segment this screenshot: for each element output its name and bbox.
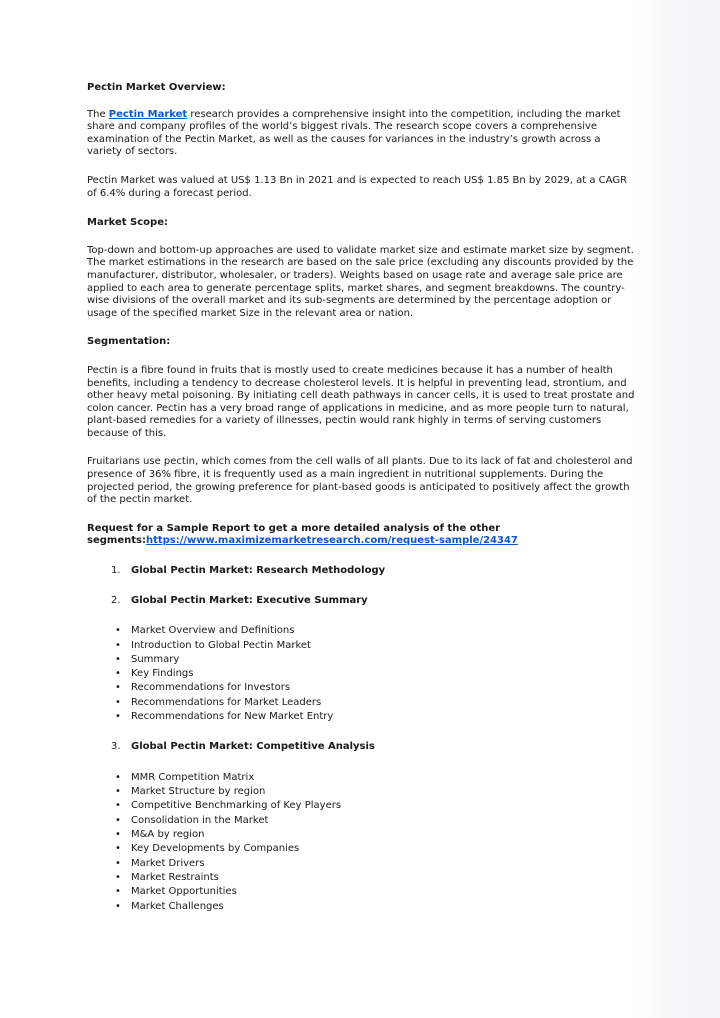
pectin-market-link[interactable]: Pectin Market bbox=[108, 108, 188, 120]
list-item bbox=[87, 828, 637, 842]
list-item bbox=[87, 785, 637, 799]
list-item bbox=[87, 639, 637, 653]
toc-item-1-title: Global Pectin Market: Research Methodology bbox=[131, 565, 386, 577]
overview-intro-paragraph bbox=[87, 109, 637, 159]
list-item-text: Recommendations for New Market Entry bbox=[131, 711, 334, 722]
list-item-text: Market Opportunities bbox=[131, 886, 237, 898]
bullet-icon: • bbox=[115, 682, 121, 694]
toc-item-1-number: 1. bbox=[111, 565, 121, 577]
sample-request-paragraph bbox=[87, 523, 637, 548]
valuation-paragraph: Pectin Market was valued at US$ 1.13 Bn in 2021 and is expected to reach US$ 1.85 Bn by 2029, at a CAGR of 6.4% during a forecast period. bbox=[87, 174, 628, 199]
segmentation-paragraph-2: Fruitarians use pectin, which comes from the cell walls of all plants. Due to its lack of fat and cholesterol and presence of 36% fibre, it is frequently used as a main ingredient in nutritional supplements. During the projected period, the growing preference for plant-based goods is anticipated to positively affect the growth of the pectin market. bbox=[87, 456, 633, 506]
list-item bbox=[87, 771, 637, 785]
bullet-icon: • bbox=[115, 625, 121, 637]
bullet-icon: • bbox=[115, 711, 121, 722]
bullet-icon: • bbox=[115, 696, 121, 708]
list-item-text: Key Developments by Companies bbox=[131, 843, 300, 855]
list-item-text: Market Overview and Definitions bbox=[131, 625, 295, 637]
list-item bbox=[87, 653, 637, 667]
toc-item-3 bbox=[87, 741, 637, 754]
toc-item-3-bullet-list bbox=[87, 771, 637, 914]
page-edge-shading bbox=[630, 0, 720, 1018]
list-item bbox=[87, 857, 637, 871]
list-item bbox=[87, 710, 637, 724]
list-item-text: Summary bbox=[131, 653, 180, 665]
sample-request-link[interactable]: https://www.maximizemarketresearch.com/request-sample/24347 bbox=[145, 535, 518, 547]
toc-item-2 bbox=[87, 595, 637, 608]
bullet-icon: • bbox=[115, 786, 121, 798]
bullet-icon: • bbox=[115, 653, 121, 665]
scope-paragraph: Top-down and bottom-up approaches are used to validate market size and estimate market size by segment. The market estimations in the research are based on the sale price (excluding any discounts provided by the manufacturer, distributor, wholesaler, or traders). Weights based on usage rate and average sale price are applied to each area to generate percentage splits, market shares, and segment breakdowns. The country-wise divisions of the overall market and its sub-segments are determined by the percentage adoption or usage of the specified market Size in the relevant area or nation. bbox=[87, 244, 634, 319]
list-item-text: MMR Competition Matrix bbox=[131, 771, 255, 783]
scope-heading: Market Scope: bbox=[87, 217, 168, 229]
segmentation-heading: Segmentation: bbox=[87, 336, 171, 348]
list-item bbox=[87, 696, 637, 710]
list-item-text: Key Findings bbox=[131, 668, 194, 680]
bullet-icon: • bbox=[115, 871, 121, 883]
list-item-text: Market Structure by region bbox=[131, 786, 266, 798]
bullet-icon: • bbox=[115, 639, 121, 651]
list-item-text: Recommendations for Market Leaders bbox=[131, 696, 322, 708]
list-item-text: Market Challenges bbox=[131, 900, 224, 912]
list-item-text: Recommendations for Investors bbox=[131, 682, 291, 694]
overview-heading: Pectin Market Overview: bbox=[87, 82, 226, 93]
list-item bbox=[87, 624, 637, 638]
toc-item-1 bbox=[87, 565, 637, 578]
document-body bbox=[87, 82, 637, 914]
list-item bbox=[87, 900, 637, 914]
bullet-icon: • bbox=[115, 829, 121, 841]
bullet-icon: • bbox=[115, 800, 121, 812]
overview-intro-post: research provides a comprehensive insight into the competition, including the market share and company profiles of the world’s biggest rivals. The research scope covers a comprehensive examination of the Pectin Market, as well as the causes for variances in the industry’s growth across a variety of sectors. bbox=[87, 108, 621, 158]
list-item-text: Consolidation in the Market bbox=[131, 814, 269, 826]
list-item bbox=[87, 871, 637, 885]
list-item bbox=[87, 799, 637, 813]
overview-intro-pre: The bbox=[87, 108, 109, 120]
list-item bbox=[87, 842, 637, 856]
list-item-text: Introduction to Global Pectin Market bbox=[131, 639, 311, 651]
bullet-icon: • bbox=[115, 668, 121, 680]
bullet-icon: • bbox=[115, 771, 121, 783]
segmentation-paragraph-1: Pectin is a fibre found in fruits that is mostly used to create medicines because it has a number of health benefits, including a tendency to decrease cholesterol levels. It is helpful in preventing lead, strontium, and other heavy metal poisoning. By initiating cell death pathways in cancer cells, it is used to treat prostate and colon cancer. Pectin has a very broad range of applications in medicine, and as more people turn to natural, plant-based remedies for a variety of illnesses, pectin would rank highly in terms of serving customers because of this. bbox=[87, 364, 635, 439]
sample-request-text: Request for a Sample Report to get a more detailed analysis of the other segments: bbox=[87, 522, 501, 547]
list-item bbox=[87, 814, 637, 828]
toc-item-2-bullet-list bbox=[87, 624, 637, 724]
list-item-text: Competitive Benchmarking of Key Players bbox=[131, 800, 342, 812]
list-item bbox=[87, 667, 637, 681]
toc-item-3-title: Global Pectin Market: Competitive Analysis bbox=[131, 741, 375, 753]
toc-item-2-number: 2. bbox=[111, 594, 121, 606]
bullet-icon: • bbox=[115, 814, 121, 826]
list-item bbox=[87, 885, 637, 899]
bullet-icon: • bbox=[115, 843, 121, 855]
toc-item-2-title: Global Pectin Market: Executive Summary bbox=[131, 594, 368, 606]
list-item-text: Market Drivers bbox=[131, 857, 205, 869]
bullet-icon: • bbox=[115, 900, 121, 912]
list-item-text: M&A by region bbox=[131, 829, 205, 841]
toc-item-3-number: 3. bbox=[111, 741, 121, 753]
bullet-icon: • bbox=[115, 886, 121, 898]
list-item bbox=[87, 681, 637, 695]
list-item-text: Market Restraints bbox=[131, 871, 219, 883]
bullet-icon: • bbox=[115, 857, 121, 869]
